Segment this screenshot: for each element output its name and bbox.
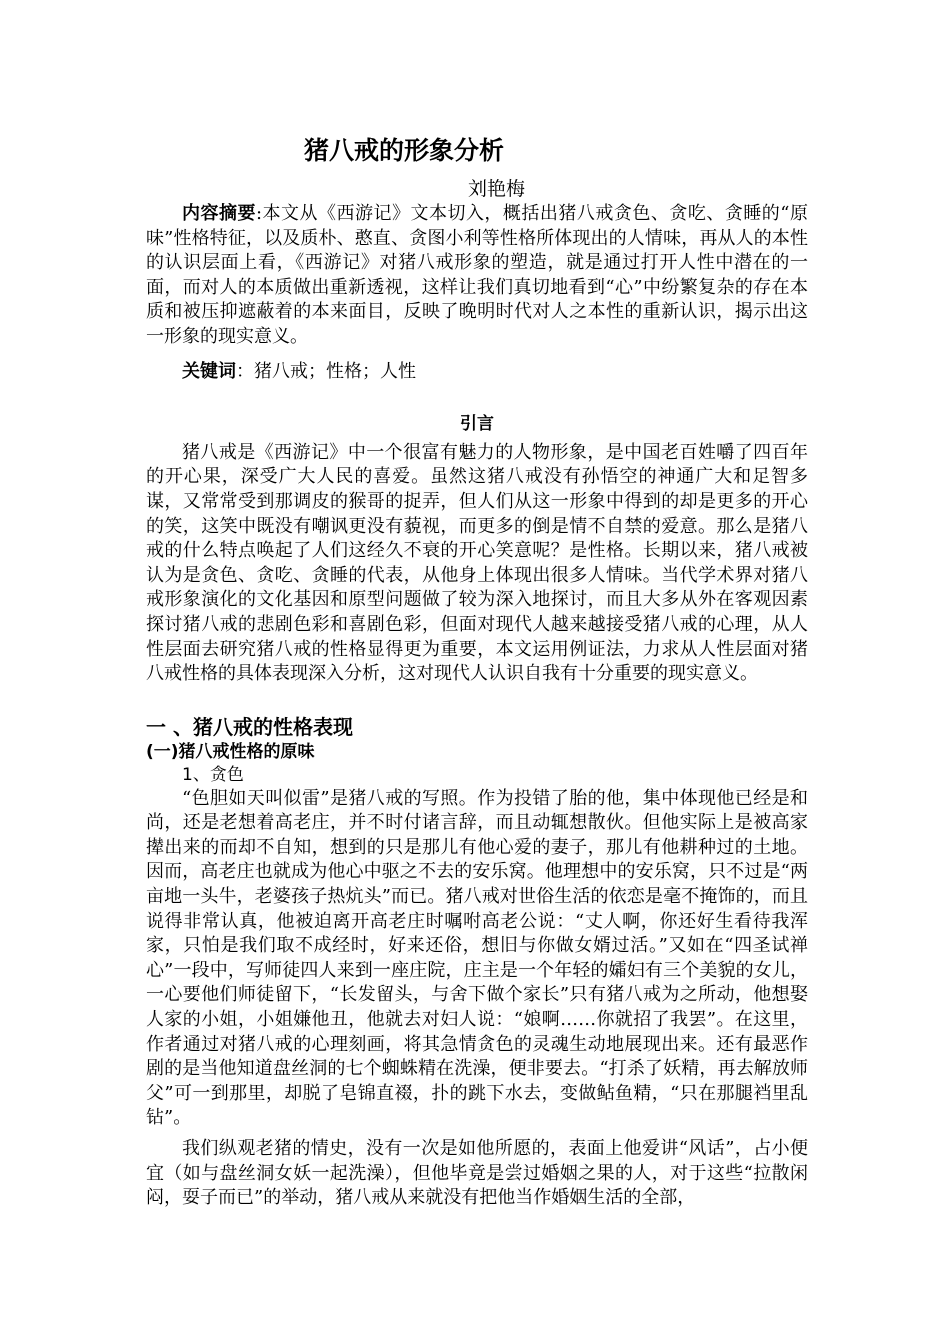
keywords-label: 关键词 bbox=[182, 360, 236, 382]
abstract-text: :本文从《西游记》文本切入，概括出猪八戒贪色、贪吃、贪睡的“原味”性格特征，以及质朴、憨直、贪图小利等性格所体现出的人情味，再从人的本性的认识层面上看，《西游记》对猪八戒形象的塑造，就是通过打开人性中潜在的一面，而对人的本质做出重新透视，这样让我们真切地看到“心”中纷繁复杂的存在本质和被压抑遮蔽着的本来面目，反映了晚明时代对人之本性的重新认识，揭示出这一形象的现实意义。 bbox=[146, 203, 808, 347]
body-paragraph-1: “色胆如天叫似雷”是猪八戒的写照。作为投错了胎的他，集中体现他已经是和尚，还是老想着高老庄，并不时付诸言辞，而且动辄想散伙。但他实际上是被高家撵出来的而却不自知，想到的只是那儿有他心爱的妻子，那儿有他耕种过的土地。因而，高老庄也就成为他心中驱之不去的安乐窝。他理想中的安乐窝，只不过是“两亩地一头牛，老婆孩子热炕头”而已。猪八戒对世俗生活的依恋是毫不掩饰的，而且说得非常认真，他被迫离开高老庄时嘱咐高老公说：“丈人啊，你还好生看待我浑家，只怕是我们取不成经时，好来还俗，想旧与你做女婿过活。”又如在“四圣试禅心”一段中，写师徒四人来到一座庄院，庄主是一个年轻的孀妇有三个美貌的女儿，一心要他们师徒留下，“长发留头，与舍下做个家长”只有猪八戒为之所动，他想娶人家的小姐，小姐嫌他丑，他就去对妇人说：“娘啊……你就招了我罢”。在这里，作者通过对猪八戒的心理刻画，将其急情贪色的灵魂生动地展现出来。还有最恶作剧的是当他知道盘丝洞的七个蜘蛛精在洗澡，便非要去。“打杀了妖精，再去解放师父”可一到那里，却脱了皂锦直裰，扑的跳下水去，变做鲇鱼精，“只在那腿裆里乱钻”。 bbox=[146, 787, 808, 1129]
item-heading: 1、贪色 bbox=[182, 764, 244, 785]
document-title: 猪八戒的形象分析 bbox=[304, 136, 505, 165]
author-name: 刘艳梅 bbox=[468, 178, 526, 200]
abstract-paragraph bbox=[146, 202, 808, 350]
subsection-heading: (一)猪八戒性格的原味 bbox=[146, 741, 315, 762]
keywords-text: ：猪八戒；性格；人性 bbox=[236, 360, 416, 382]
section-heading: 一 、猪八戒的性格表现 bbox=[146, 714, 353, 739]
intro-heading: 引言 bbox=[460, 414, 494, 435]
intro-paragraph: 猪八戒是《西游记》中一个很富有魅力的人物形象，是中国老百姓嚼了四百年的开心果，深受广大人民的喜爱。虽然这猪八戒没有孙悟空的神通广大和足智多谋，又常常受到那调皮的猴哥的捉弄，但人们从这一形象中得到的却是更多的开心的笑，这笑中既没有嘲讽更没有藐视，而更多的倒是情不自禁的爱意。那么是猪八戒的什么特点唤起了人们这经久不衰的开心笑意呢？是性格。长期以来，猪八戒被认为是贪色、贪吃、贪睡的代表，从他身上体现出很多人情味。当代学术界对猪八戒形象演化的文化基因和原型问题做了较为深入地探讨，而且大多从外在客观因素探讨猪八戒的悲剧色彩和喜剧色彩，但面对现代人越来越接受猪八戒的心理，从人性层面去研究猪八戒的性格显得更为重要，本文运用例证法，力求从人性层面对猪八戒性格的具体表现深入分析，这对现代人认识自我有十分重要的现实意义。 bbox=[146, 441, 808, 685]
body-paragraph-2: 我们纵观老猪的情史，没有一次是如他所愿的，表面上他爱讲“风话”，占小便宜（如与盘丝洞女妖一起洗澡），但他毕竟是尝过婚姻之果的人，对于这些“拉散闲闷，耍子而已”的举动，猪八戒从来就没有把他当作婚姻生活的全部， bbox=[146, 1138, 808, 1209]
abstract-label: 内容摘要 bbox=[182, 203, 256, 224]
keywords-line bbox=[182, 360, 808, 385]
document-page bbox=[146, 130, 808, 1211]
